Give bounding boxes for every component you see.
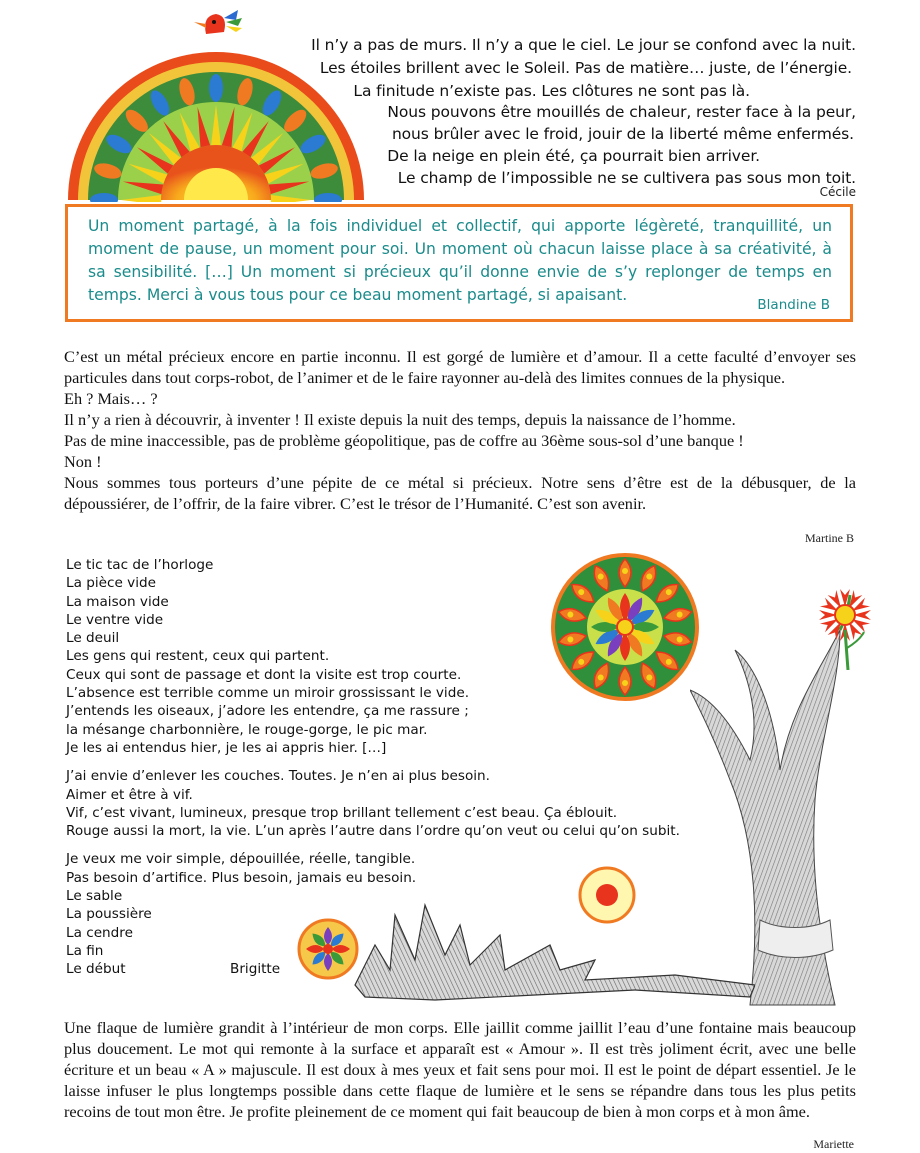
poem2-line: Aimer et être à vif. (66, 786, 193, 803)
poem2-line: Rouge aussi la mort, la vie. L’un après l’autre dans l’ordre qu’on veut ou celui qu’on subit. (66, 823, 680, 840)
poem1-line: La finitude n’existe pas. Les clôtures ne sont pas là. (353, 82, 750, 100)
paragraph: Nous sommes tous porteurs d’une pépite de ce métal si précieux. Notre sens d’être est de la débusquer, de la dépoussiérer, de l’offrir, de la faire vibrer. C’est le trésor de l’Humanité. C’est son avenir. (64, 473, 856, 513)
poem2-line: la mésange charbonnière, le rouge-gorge, le pic mar. (66, 721, 428, 738)
mandala-circle-icon (550, 552, 700, 702)
poem2-line: Je les ai entendus hier, je les ai appris hier. […] (66, 739, 387, 756)
poem2-line: La poussière (66, 906, 152, 923)
sun-mandala-icon (66, 2, 366, 202)
poem1-line: Il n’y a pas de murs. Il n’y a que le ciel. Le jour se confond avec la nuit. (311, 36, 856, 54)
mandala-petal (209, 74, 223, 102)
poem2-line: Les gens qui restent, ceux qui partent. (66, 648, 330, 665)
paragraph: Non ! (64, 452, 102, 471)
paragraph: C’est un métal précieux encore en partie inconnu. Il est gorgé de lumière et d’amour. Il a cette faculté d’envoyer ses particules dans tout corps-robot, de l’animer et de le faire rayonner au-delà des limites connues de la physique. (64, 347, 856, 387)
poem2-line: J’ai envie d’enlever les couches. Toutes. Je n’en ai plus besoin. (66, 768, 490, 785)
prose-martine (64, 346, 856, 514)
signature-martine: Martine B (805, 531, 854, 545)
paragraph: Une flaque de lumière grandit à l’intérieur de mon corps. Elle jaillit comme jaillit l’eau d’une fontaine mais beaucoup plus doucement. Le mot qui remonte à la surface et apparaît est « Amour ». Il est très joliment écrit, avec une belle écriture et un beau « A » majuscule. Il est doux à mes yeux et fait sens pour moi. Il est le point de départ essentiel. Je le laisse infuser le plus longtemps possible dans cette flaque de lumière et le sens se répandre dans tous les plus petits recoins de tout mon être. Je profite pleinement de ce moment qui fait beaucoup de bien à mon corps et à mon âme. (64, 1018, 856, 1121)
poem2-last-line: Le début (66, 961, 126, 978)
flower-circle-icon (296, 917, 360, 981)
mandala-dot (622, 568, 628, 574)
paragraph: Pas de mine inaccessible, pas de problème géopolitique, pas de coffre au 36ème sous-sol d’une banque ! (64, 431, 744, 450)
quote-text: Un moment partagé, à la fois individuel et collectif, qui apporte légèreté, tranquillité, un moment de pause, un moment pour soi. Un moment où chacun laisse place à sa créativité, à sa sensibilité. […] Un moment si précieux qu’il donne envie de s’y replonger de temps en temps. Merci à vous tous pour ce beau moment partagé, si apaisant. (88, 217, 832, 304)
poem2-line: Ceux qui sont de passage et dont la visite est trop courte. (66, 666, 462, 683)
signature-brigitte: Brigitte (230, 961, 281, 978)
poem2-line: La maison vide (66, 593, 169, 610)
poem2-line: Je veux me voir simple, dépouillée, réelle, tangible. (66, 851, 416, 868)
poem1-line: Les étoiles brillent avec le Soleil. Pas de matière… juste, de l’énergie. (319, 59, 852, 77)
poem2-line: Le sable (66, 888, 123, 905)
red-flower-icon (800, 580, 890, 670)
poem1-line: nous brûler avec le froid, jouir de la liberté même enfermés. (391, 125, 854, 143)
poem2-line: L’absence est terrible comme un miroir grossissant le vide. (66, 685, 470, 702)
poem1-line: Nous pouvons être mouillés de chaleur, rester face à la peur, (387, 103, 856, 121)
poem2-line: La pièce vide (66, 575, 156, 592)
poem2-line: Vif, c’est vivant, lumineux, presque trop brillant tellement c’est beau. Ça éblouit. (66, 804, 618, 821)
poem1-line: De la neige en plein été, ça pourrait bien arriver. (387, 147, 760, 165)
prose-mariette (64, 1017, 856, 1122)
poem2-line: Le tic tac de l’horloge (66, 557, 214, 573)
mandala-dot (622, 680, 628, 686)
poem2-line: La cendre (66, 924, 133, 941)
poem2-line: Pas besoin d’artifice. Plus besoin, jamais eu besoin. (66, 869, 417, 886)
signature-mariette: Mariette (813, 1137, 854, 1151)
signature-blandine: Blandine B (757, 297, 830, 313)
thistle-drawing-icon (335, 885, 755, 1005)
poem2-line: J’entends les oiseaux, j’adore les entendre, ça me rassure ; (66, 703, 469, 720)
quote-box (65, 204, 853, 322)
paragraph: Il n’y a rien à découvrir, à inventer ! Il existe depuis la nuit des temps, depuis la naissance de l’homme. (64, 410, 736, 429)
signature-cecile: Cécile (819, 185, 856, 199)
sun-circle-icon (577, 865, 637, 925)
paragraph: Eh ? Mais… ? (64, 389, 158, 408)
poem2-line: Le deuil (66, 630, 120, 647)
poem2-line: Le ventre vide (66, 611, 164, 628)
poem1-line: Le champ de l’impossible ne se cultivera pas sous mon toit. (397, 169, 856, 187)
poem2-line: La fin (66, 942, 104, 959)
